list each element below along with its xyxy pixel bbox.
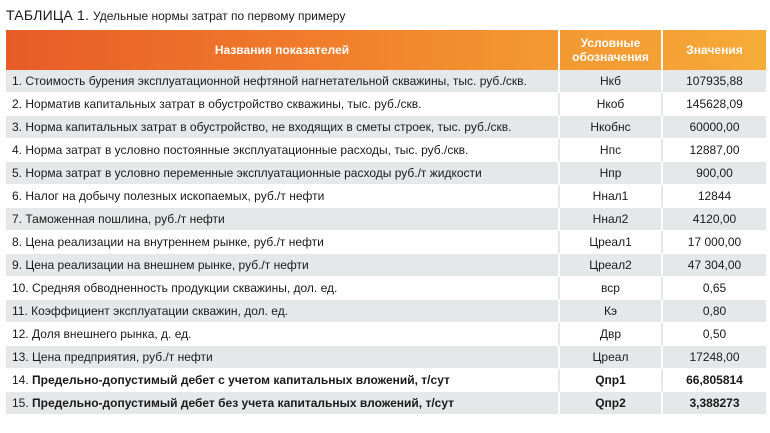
value-cell: 0,80 (661, 300, 766, 323)
symbol-cell: Qпр1 (558, 369, 661, 392)
row-number: 14. (12, 373, 29, 387)
indicator-name: Норма затрат в условно постоянные эксплуатационные расходы, тыс. руб./скв. (25, 143, 469, 157)
symbol-cell: Цреал2 (558, 254, 661, 277)
symbol-cell: Нкоб (558, 93, 661, 116)
header-values: Значения (661, 30, 766, 70)
indicator-name: Норма затрат в условно переменные эксплуатационные расходы руб./т жидкости (25, 166, 482, 180)
value-cell: 17248,00 (661, 346, 766, 369)
table-caption-text: Удельные нормы затрат по первому примеру (93, 9, 346, 23)
value-cell: 4120,00 (661, 208, 766, 231)
table-row (6, 254, 766, 277)
indicator-name: Таможенная пошлина, руб./т нефти (25, 212, 225, 226)
value-cell: 3,388273 (661, 392, 766, 415)
table-body (6, 70, 766, 415)
indicator-name: Цена реализации на внешнем рынке, руб./т нефти (25, 258, 309, 272)
row-number: 2. (12, 97, 23, 111)
table-row (6, 162, 766, 185)
indicator-name: Налог на добычу полезных ископаемых, руб./т нефти (25, 189, 325, 203)
header-indicator-names: Названия показателей (6, 30, 558, 70)
value-cell: 0,50 (661, 323, 766, 346)
table-row (6, 231, 766, 254)
indicator-name: Средняя обводненность продукции скважины, дол. ед. (32, 281, 338, 295)
value-cell: 0,65 (661, 277, 766, 300)
value-cell: 107935,88 (661, 70, 766, 93)
symbol-cell: Кэ (558, 300, 661, 323)
row-number: 5. (12, 166, 23, 180)
row-number: 15. (12, 396, 29, 410)
indicator-name-cell (6, 208, 558, 231)
indicator-name-cell (6, 323, 558, 346)
header-symbols-line2: обозначения (572, 50, 649, 64)
indicator-name: Стоимость бурения эксплуатационной нефтяной нагнетательной скважины, тыс. руб./скв. (25, 74, 527, 88)
indicator-name: Цена реализации на внутреннем рынке, руб./т нефти (25, 235, 324, 249)
indicator-name-cell (6, 277, 558, 300)
table-row (6, 93, 766, 116)
symbol-cell: Цреал1 (558, 231, 661, 254)
table-row (6, 346, 766, 369)
symbol-cell: Ннал1 (558, 185, 661, 208)
indicator-name: Предельно-допустимый дебет без учета капитальных вложений, т/сут (32, 396, 455, 410)
indicator-name: Норма капитальных затрат в обустройство, не входящих в сметы строек, тыс. руб./скв. (25, 120, 512, 134)
indicator-name-cell (6, 369, 558, 392)
value-cell: 60000,00 (661, 116, 766, 139)
value-cell: 145628,09 (661, 93, 766, 116)
value-cell: 47 304,00 (661, 254, 766, 277)
indicator-name-cell (6, 231, 558, 254)
table-row (6, 208, 766, 231)
indicator-name: Норматив капитальных затрат в обустройство скважины, тыс. руб./скв. (25, 97, 422, 111)
table-row (6, 300, 766, 323)
value-cell: 17 000,00 (661, 231, 766, 254)
row-number: 7. (12, 212, 23, 226)
header-symbols (558, 30, 661, 70)
indicator-name-cell (6, 185, 558, 208)
table-header-row (6, 30, 766, 70)
norms-table (6, 30, 766, 415)
indicator-name-cell (6, 139, 558, 162)
value-cell: 12844 (661, 185, 766, 208)
header-symbols-line1: Условные (580, 36, 641, 50)
indicator-name: Цена предприятия, руб./т нефти (32, 350, 213, 364)
table-caption-number: ТАБЛИЦА 1. (6, 7, 90, 23)
table-row (6, 392, 766, 415)
indicator-name-cell (6, 70, 558, 93)
symbol-cell: Двр (558, 323, 661, 346)
symbol-cell: Нпр (558, 162, 661, 185)
table-caption (6, 4, 345, 26)
indicator-name-cell (6, 162, 558, 185)
row-number: 10. (12, 281, 29, 295)
indicator-name: Доля внешнего рынка, д. ед. (32, 327, 192, 341)
indicator-name: Предельно-допустимый дебет с учетом капитальных вложений, т/сут (32, 373, 450, 387)
indicator-name: Коэффициент эксплуатации скважин, дол. ед. (31, 304, 289, 318)
row-number: 4. (12, 143, 23, 157)
table-row (6, 70, 766, 93)
row-number: 11. (12, 304, 28, 318)
symbol-cell: вср (558, 277, 661, 300)
row-number: 9. (12, 258, 23, 272)
symbol-cell: Цреал (558, 346, 661, 369)
symbol-cell: Нкб (558, 70, 661, 93)
row-number: 12. (12, 327, 29, 341)
symbol-cell: Нкобнс (558, 116, 661, 139)
symbol-cell: Нпс (558, 139, 661, 162)
value-cell: 12887,00 (661, 139, 766, 162)
indicator-name-cell (6, 300, 558, 323)
value-cell: 900,00 (661, 162, 766, 185)
value-cell: 66,805814 (661, 369, 766, 392)
symbol-cell: Ннал2 (558, 208, 661, 231)
row-number: 3. (12, 120, 23, 134)
table-row (6, 185, 766, 208)
symbol-cell: Qпр2 (558, 392, 661, 415)
indicator-name-cell (6, 116, 558, 139)
table-row (6, 323, 766, 346)
indicator-name-cell (6, 254, 558, 277)
row-number: 13. (12, 350, 29, 364)
indicator-name-cell (6, 392, 558, 415)
table-row (6, 369, 766, 392)
row-number: 6. (12, 189, 23, 203)
table-row (6, 139, 766, 162)
table-row (6, 116, 766, 139)
indicator-name-cell (6, 346, 558, 369)
indicator-name-cell (6, 93, 558, 116)
row-number: 8. (12, 235, 23, 249)
row-number: 1. (12, 74, 23, 88)
table-row (6, 277, 766, 300)
